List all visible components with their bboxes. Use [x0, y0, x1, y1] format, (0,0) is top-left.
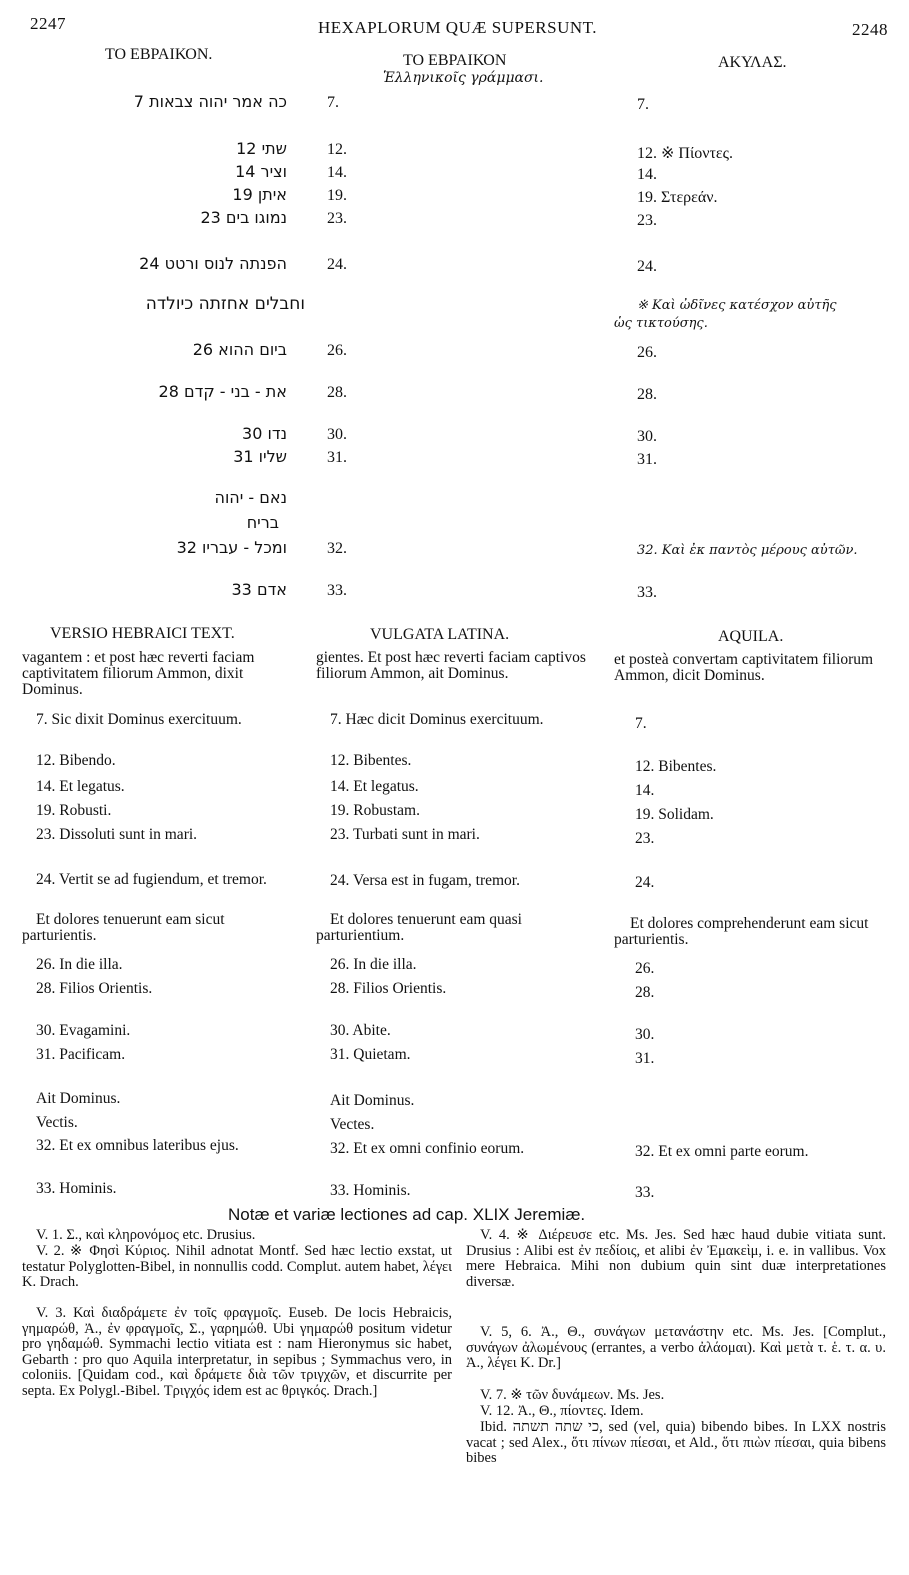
aquila-line: 32. Καὶ ἐκ παντὸς μέρους αὐτῶν.	[637, 543, 858, 558]
aquila-latin-line: 23.	[635, 830, 655, 847]
hebrew-line: וחבלים אחזתה כיולדה	[145, 294, 305, 314]
running-title: HEXAPLORUM QUÆ SUPERSUNT.	[318, 18, 598, 37]
note-paragraph: V. 5, 6. Ἀ., Θ., συνάγων μετανάστην etc. Ms. Jes. [Complut., συνάγων ἀλωμένους (errantes, a verbo ἀλάομαι). Καὶ μετὰ τ. ἑ. τ. α. υ. Ἀ., λέγει K. Dr.]	[466, 1324, 886, 1371]
note-paragraph: V. 2. ※ Φησὶ Κύριος. Nihil adnotat Montf. Sed hæc lectio exstat, ut testatur Polyglotten-Bibel, in nonnullis codd. Complut. autem habet, λέγει K. Drach.	[22, 1243, 452, 1290]
versio-line: Vectis.	[36, 1114, 78, 1131]
aquila-latin-line: 26.	[635, 960, 655, 977]
note-paragraph: Ibid. כי שתה תשתה, sed (vel, quia) bibendo bibes. In LXX nostris vacat ; sed Alex., ὅτι πίνων πίεσαι, et Ald., ὅτι πιὼν πίεσαι, quia bibens bibes	[466, 1419, 886, 1466]
hebrew-line: כה אמר יהוה צבאות 7	[133, 92, 287, 111]
aquila-column-title: ΑΚΥΛΑΣ.	[718, 54, 787, 71]
transliteration-line: 23.	[327, 210, 347, 227]
vulgata-line: Vectes.	[330, 1116, 375, 1133]
aquila-line: 26.	[637, 344, 657, 361]
vulgata-column-title: VULGATA LATINA.	[370, 626, 510, 643]
aquila-latin-line: 33.	[635, 1184, 655, 1201]
vulgata-line: 28. Filios Orientis.	[330, 980, 447, 997]
vulgata-line: 33. Hominis.	[330, 1182, 411, 1199]
aquila-line: 12. ※ Πίοντες.	[637, 145, 733, 162]
versio-line: 7. Sic dixit Dominus exercituum.	[36, 711, 242, 728]
hebrew-line: אדם 33	[231, 580, 287, 599]
hebrew-line: שתי 12	[236, 139, 287, 158]
hebrew-line: נדו 30	[242, 424, 287, 443]
versio-line: vagantem : et post hæc reverti faciam captivitatem filiorum Ammon, dixit Dominus.	[22, 649, 255, 698]
aquila-line: 24.	[637, 258, 657, 275]
page-number-left: 2247	[30, 14, 66, 33]
aquila-latin-line: 19. Solidam.	[635, 806, 714, 823]
versio-line: 26. In die illa.	[36, 956, 123, 973]
aquila-latin-line: 24.	[635, 874, 655, 891]
vulgata-line: 30. Abite.	[330, 1022, 391, 1039]
transliteration-line: 14.	[327, 164, 347, 181]
aquila-line: 19. Στερεάν.	[637, 189, 718, 206]
aquila-latin-line: 32. Et ex omni parte eorum.	[635, 1143, 809, 1160]
aquila-latin-line: 28.	[635, 984, 655, 1001]
transliteration-line: 31.	[327, 449, 347, 466]
notes-title: Notæ et variæ lectiones ad cap. XLIX Jeremiæ.	[228, 1205, 586, 1224]
versio-line: 24. Vertit se ad fugiendum, et tremor.	[36, 871, 267, 888]
note-paragraph: V. 1. Σ., καὶ κληρονόμος etc. Drusius.	[36, 1227, 256, 1243]
page-number-right: 2248	[852, 20, 888, 39]
versio-line: 23. Dissoluti sunt in mari.	[36, 826, 198, 843]
transliteration-line: 30.	[327, 426, 347, 443]
transliteration-line: 12.	[327, 141, 347, 158]
hebrew-line: בריח	[246, 513, 279, 532]
vulgata-line: 32. Et ex omni confinio eorum.	[330, 1140, 525, 1157]
hebrew-line: ומכל - עבריו 32	[176, 538, 287, 557]
transliteration-line: 24.	[327, 256, 347, 273]
hebrew-line: הפנתה לנוס ורטט 24	[139, 254, 287, 273]
vulgata-line: 12. Bibentes.	[330, 752, 412, 769]
versio-line: 28. Filios Orientis.	[36, 980, 153, 997]
aquila-latin-line: 30.	[635, 1026, 655, 1043]
hebrew-line: איתן 19	[232, 185, 287, 204]
aquila-line: ※ Καὶ ὠδῖνες κατέσχον αὐτῆς	[637, 298, 837, 313]
aquila-line: 7.	[637, 96, 649, 113]
aquila-latin-line: Et dolores comprehenderunt eam sicut parturientis.	[614, 915, 869, 948]
transliteration-line: 26.	[327, 342, 347, 359]
note-paragraph: V. 12. Ἀ., Θ., πίοντες. Idem.	[480, 1403, 644, 1419]
aquila-latin-line: 7.	[635, 715, 647, 732]
aquila-line: 31.	[637, 451, 657, 468]
vulgata-line: 23. Turbati sunt in mari.	[330, 826, 480, 843]
vulgata-line: Et dolores tenuerunt eam quasi parturientium.	[316, 911, 522, 944]
aquila-latin-line: 12. Bibentes.	[635, 758, 717, 775]
versio-line: 32. Et ex omnibus lateribus ejus.	[36, 1137, 239, 1154]
aquila-line: 23.	[637, 212, 657, 229]
vulgata-line: 19. Robustam.	[330, 802, 420, 819]
versio-line: Et dolores tenuerunt eam sicut parturientis.	[22, 911, 225, 944]
aquila-line: 14.	[637, 166, 657, 183]
versio-line: 31. Pacificam.	[36, 1046, 126, 1063]
vulgata-line: 7. Hæc dicit Dominus exercituum.	[330, 711, 544, 728]
aquila-line: 28.	[637, 386, 657, 403]
note-paragraph: V. 3. Καὶ διαδράμετε ἐν τοῖς φραγμοῖς. Euseb. De locis Hebraicis, γημαρώθ, Ἀ., ἐν φραγμοῖς, Σ., γαρημώθ. Ubi γημαρώθ positum videtur pro γηδαμώθ. Symmachi lectio vitiata est : nam Hieronymus sic habet, Gebarth : pro quo Aquila interpretatur, in sepibus ; Symmachus vero, in coloniis. [Quidam cod., καὶ δράμετε διὰ τῶν τριγχῶν, et discurrite per septa. Ex Polygl.-Bibel. Τριγχός idem est ac θριγκός. Drach.]	[22, 1305, 452, 1399]
transliteration-column-subtitle: Ἑλληνικοῖς γράμμασι.	[383, 70, 544, 86]
hebrew-line: את - בני - קדם 28	[158, 382, 287, 401]
vulgata-line: gientes. Et post hæc reverti faciam captivos filiorum Ammon, ait Dominus.	[316, 649, 586, 682]
versio-line: 33. Hominis.	[36, 1180, 117, 1197]
vulgata-line: Ait Dominus.	[330, 1092, 415, 1109]
versio-line: 14. Et legatus.	[36, 778, 125, 795]
versio-line: Ait Dominus.	[36, 1090, 121, 1107]
versio-line: 19. Robusti.	[36, 802, 112, 819]
aquila-latin-line: 14.	[635, 782, 655, 799]
versio-line: 12. Bibendo.	[36, 752, 116, 769]
aquila-latin-column-title: AQUILA.	[718, 628, 784, 645]
hebrew-line: ביום ההוא 26	[192, 340, 287, 359]
vulgata-line: 24. Versa est in fugam, tremor.	[330, 872, 520, 889]
versio-line: 30. Evagamini.	[36, 1022, 131, 1039]
hebrew-line: נמוגו בים 23	[200, 208, 287, 227]
transliteration-column-title: ΤΟ ΕΒΡΑΙΚΟΝ	[403, 52, 507, 69]
aquila-line-continued: ὡς τικτούσης.	[614, 316, 708, 331]
vulgata-line: 31. Quietam.	[330, 1046, 411, 1063]
hebrew-line: וציר 14	[235, 162, 287, 181]
versio-column-title: VERSIO HEBRAICI TEXT.	[50, 625, 235, 642]
hebrew-line: נאם - יהוה	[214, 488, 287, 507]
hebrew-line: שליו 31	[233, 447, 287, 466]
aquila-latin-line: 31.	[635, 1050, 655, 1067]
aquila-latin-line: et posteà convertam captivitatem filiorum Ammon, dicit Dominus.	[614, 651, 874, 684]
aquila-line: 30.	[637, 428, 657, 445]
vulgata-line: 14. Et legatus.	[330, 778, 419, 795]
transliteration-line: 32.	[327, 540, 347, 557]
hebrew-column-title: ΤΟ ΕΒΡΑΙΚΟΝ.	[105, 46, 213, 63]
transliteration-line: 33.	[327, 582, 347, 599]
transliteration-line: 28.	[327, 384, 347, 401]
vulgata-line: 26. In die illa.	[330, 956, 417, 973]
note-paragraph: V. 7. ※ τῶν δυνάμεων. Ms. Jes.	[480, 1387, 665, 1403]
transliteration-line: 7.	[327, 94, 339, 111]
aquila-line: 33.	[637, 584, 657, 601]
note-paragraph: V. 4. ※ Διέρευσε etc. Ms. Jes. Sed hæc haud dubie vitiata sunt. Drusius : Alibi est ἐν πεδίοις, et alibi ἐν Ἐμακεὶμ, i. e. in vallibus. Vox mere Hebraica. Mihi non dubium quin sint duæ interpretationes diversæ.	[466, 1227, 886, 1290]
transliteration-line: 19.	[327, 187, 347, 204]
